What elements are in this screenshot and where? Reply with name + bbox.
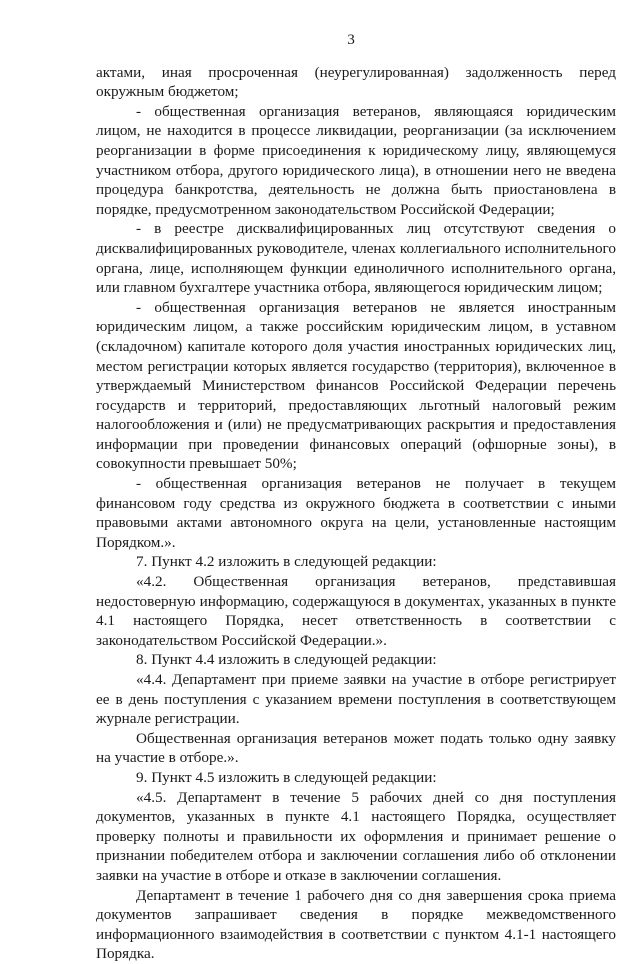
paragraph-clause-4-5: «4.5. Департамент в течение 5 рабочих дней со дня поступления документов, указанных в пункте 4.1 настоящего Порядка, осуществляет проверку полноты и правильности их оформления и принимает решение о признании победителем отбора и заключении соглашения либо об отклонении заявки на участие в отборе и отказе в заключении соглашения. xyxy=(96,788,616,884)
paragraph-interagency-request: Департамент в течение 1 рабочего дня со дня завершения срока приема документов запрашивает сведения в порядке межведомственного информационного взаимодействия в соответствии с пунктом 4.1-1 настоящего Порядка. xyxy=(96,886,616,963)
paragraph-item-8-heading: 8. Пункт 4.4 изложить в следующей редакции: xyxy=(136,651,437,669)
paragraph-not-foreign-entity: - общественная организация ветеранов не является иностранным юридическим лицом, а также российским юридическим лицом, в уставном (складочном) капитале которого доля участия иностранных юридических лиц, местом регистрации которых является государство (территория), включенное в утверждаемый Министерством финансов Российской Федерации перечень государств и территорий, предоставляющих льготный налоговый режим налогообложения и (или) не предусматривающих раскрытия и предоставления информации при проведении финансовых операций (офшорные зоны), в совокупности превышает 50%; xyxy=(96,298,616,473)
paragraph-single-application: Общественная организация ветеранов может подать только одну заявку на участие в отборе.». xyxy=(96,729,616,767)
paragraph-item-9-heading: 9. Пункт 4.5 изложить в следующей редакции: xyxy=(136,768,437,786)
document-page xyxy=(96,30,616,964)
paragraph-no-budget-funds: - общественная организация ветеранов не получает в текущем финансовом году средства из окружного бюджета в соответствии с иными правовыми актами автономного округа на цели, установленные настоящим Порядком.». xyxy=(96,475,616,551)
paragraph-disqualified-registry: - в реестре дисквалифицированных лиц отсутствуют сведения о дисквалифицированных руководителе, членах коллегиального исполнительного органа, лице, исполняющем функции единоличного исполнительного органа, или главном бухгалтере участника отбора, являющегося юридическим лицом; xyxy=(96,220,616,297)
paragraph-debt-continuation: актами, иная просроченная (неурегулированная) задолженность перед окружным бюджетом; xyxy=(96,63,616,101)
paragraph-not-in-liquidation: - общественная организация ветеранов, являющаяся юридическим лицом, не находится в процессе ликвидации, реорганизации (за исключением реорганизации в форме присоединения к юридическому лицу, являющемуся участником отбора, другого юридического лица), в отношении него не введена процедура банкротства, деятельность не должна быть приостановлена в порядке, предусмотренном законодательством Российской Федерации; xyxy=(96,102,616,218)
page-number: 3 xyxy=(347,31,355,48)
paragraph-clause-4-4: «4.4. Департамент при приеме заявки на участие в отборе регистрирует ее в день поступления с указанием времени поступления в соответствующем журнале регистрации. xyxy=(96,671,616,728)
paragraph-clause-4-2: «4.2. Общественная организация ветеранов, представившая недостоверную информацию, содержащуюся в документах, указанных в пункте 4.1 настоящего Порядка, несет ответственность в соответствии с законодательством Российской Федерации.». xyxy=(96,573,616,649)
paragraph-item-7-heading: 7. Пункт 4.2 изложить в следующей редакции: xyxy=(136,553,437,571)
